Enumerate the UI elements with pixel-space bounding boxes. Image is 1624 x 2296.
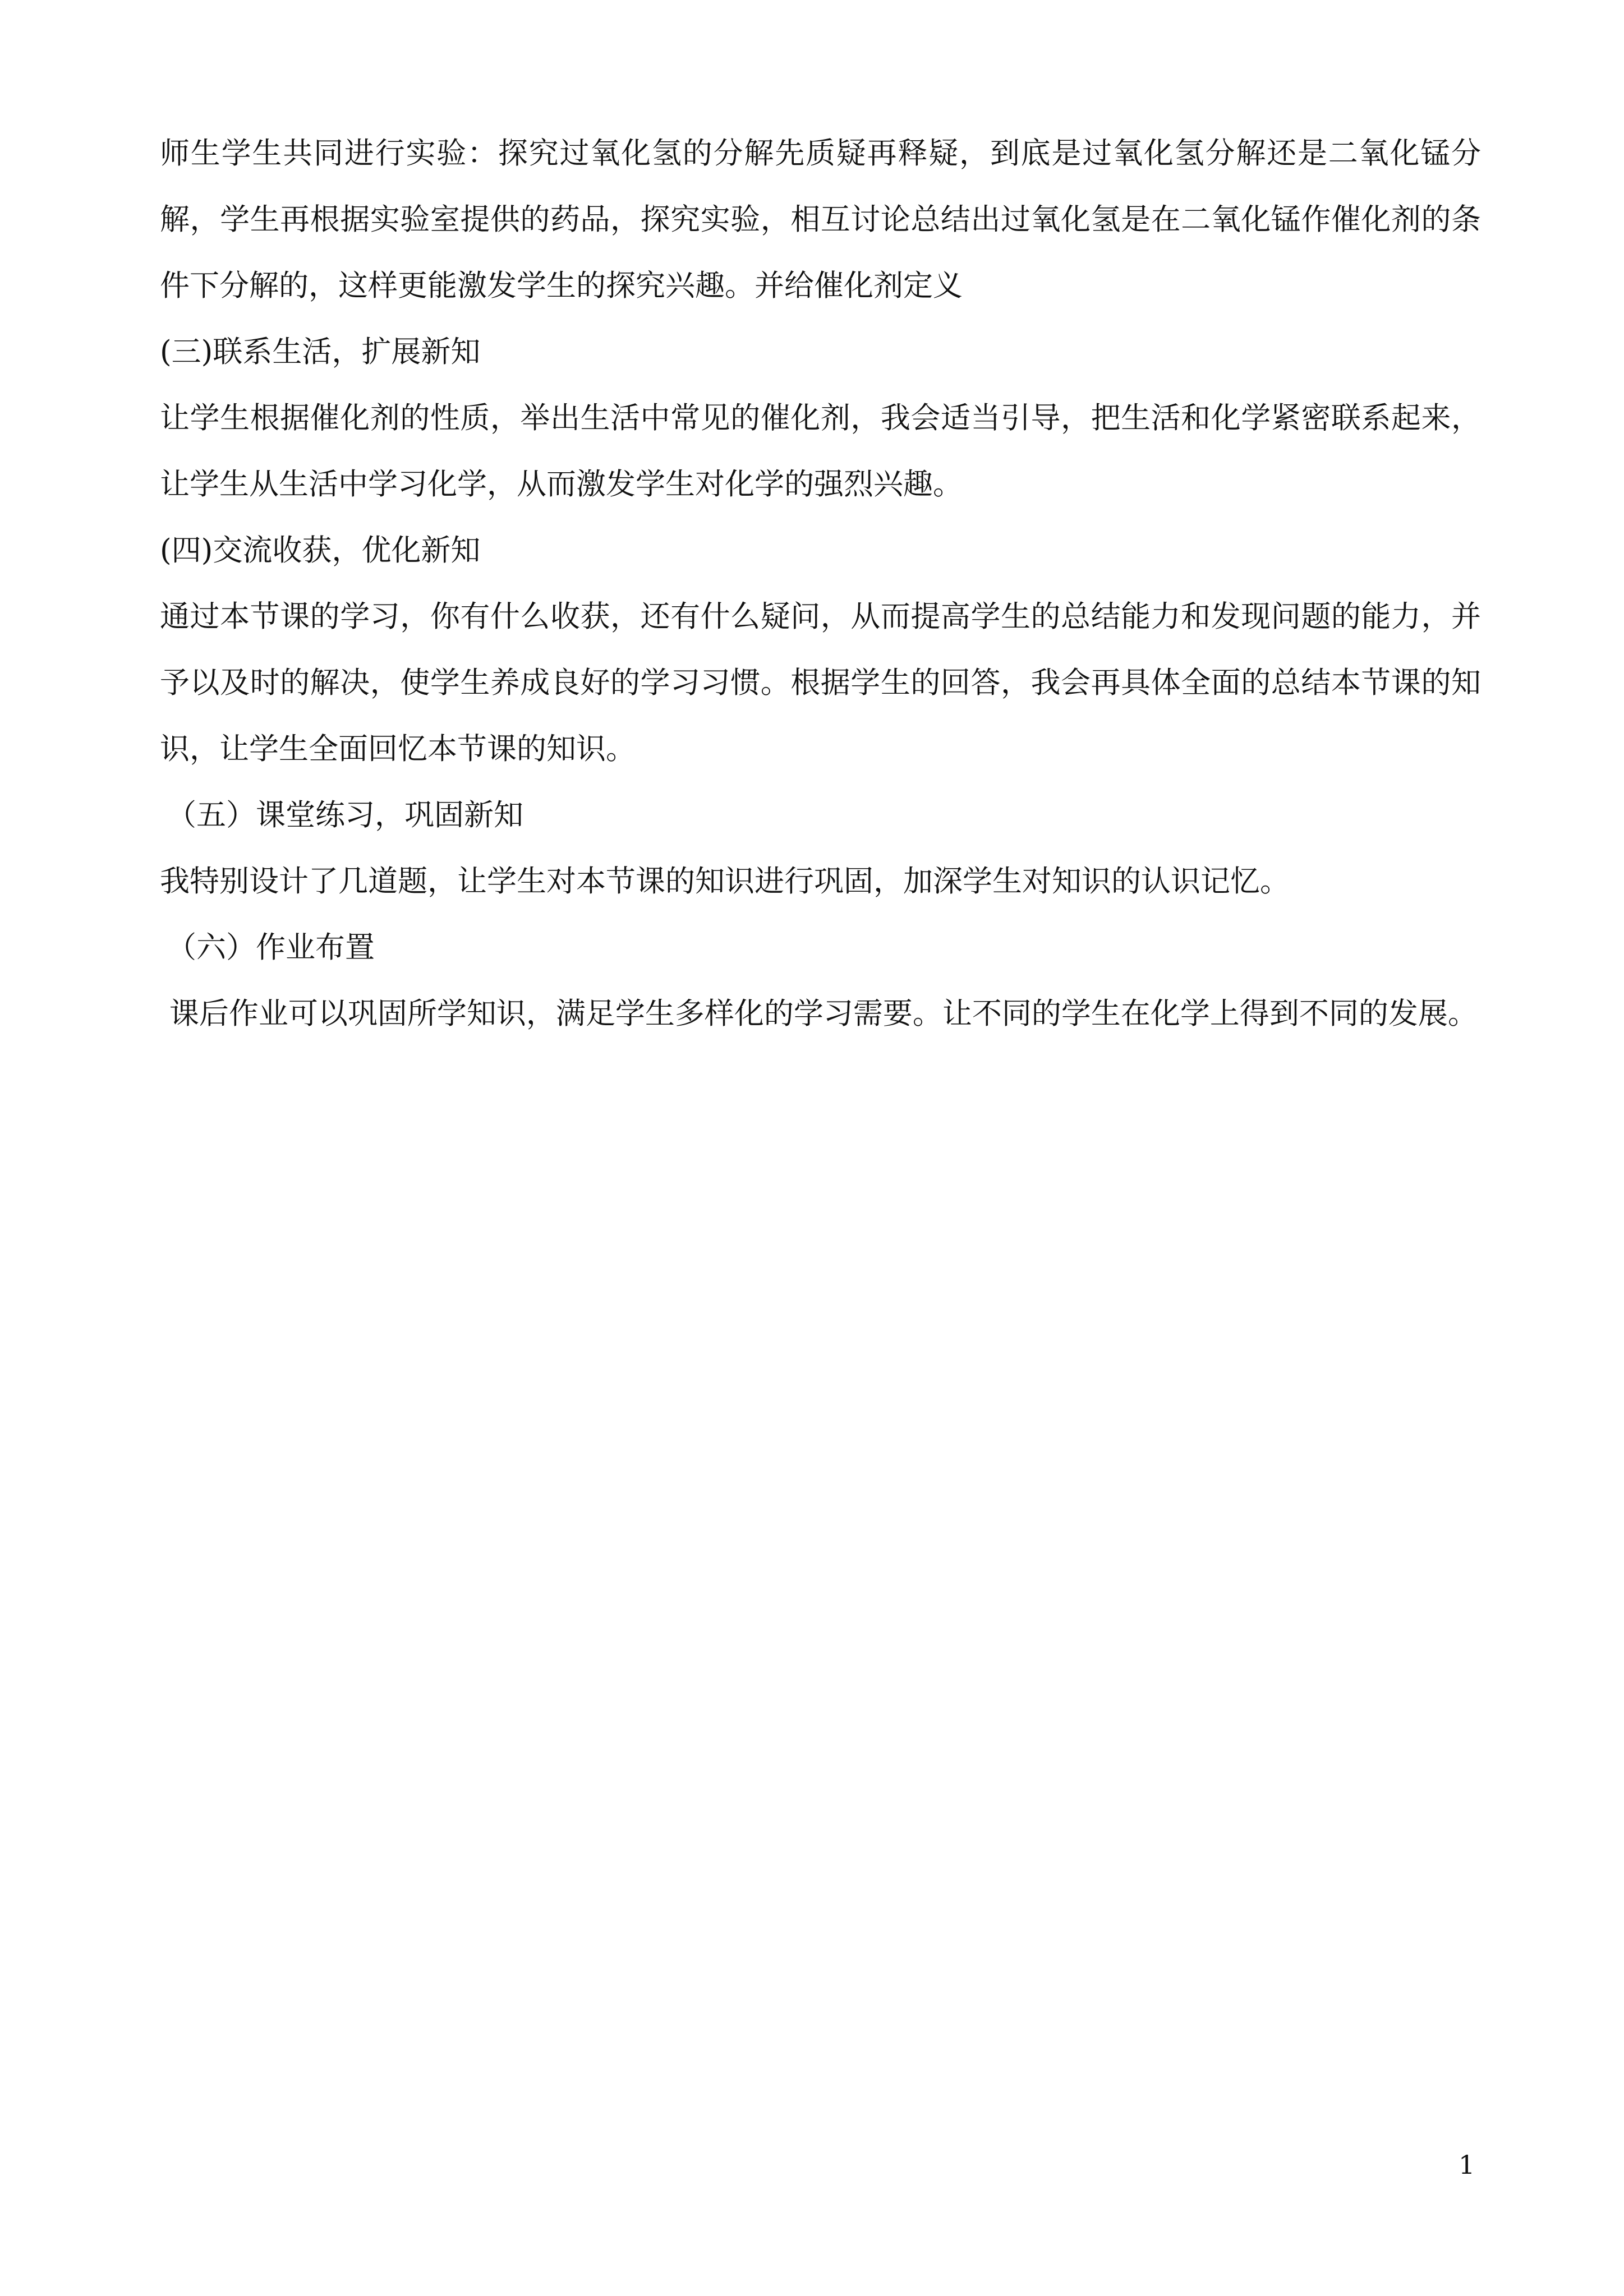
page-number: 1 [1459, 2150, 1475, 2180]
paragraph-summary: 通过本节课的学习，你有什么收获，还有什么疑问，从而提高学生的总结能力和发现问题的能力，并予以及时的解决，使学生养成良好的学习习惯。根据学生的回答，我会再具体全面的总结本节课的知识，让学生全面回忆本节课的知识。 [160, 600, 1481, 766]
document-body [160, 121, 1481, 1047]
paragraph-life-connection: 让学生根据催化剂的性质，举出生活中常见的催化剂，我会适当引导，把生活和化学紧密联系起来，让学生从生活中学习化学，从而激发学生对化学的强烈兴趣。 [160, 401, 1481, 501]
paragraph-homework: 课后作业可以巩固所学知识，满足学生多样化的学习需要。让不同的学生在化学上得到不同的发展。 [160, 997, 1478, 1031]
section-heading-5: （五）课堂练习，巩固新知 [167, 798, 523, 832]
section-heading-6: （六）作业布置 [167, 930, 375, 965]
section-heading-3: (三)联系生活，扩展新知 [160, 335, 481, 369]
paragraph-experiment: 师生学生共同进行实验：探究过氧化氢的分解先质疑再释疑，到底是过氧化氢分解还是二氧化锰分解，学生再根据实验室提供的药品，探究实验，相互讨论总结出过氧化氢是在二氧化锰作催化剂的条件下分解的，这样更能激发学生的探究兴趣。并给催化剂定义 [160, 136, 1481, 303]
section-heading-4: (四)交流收获，优化新知 [160, 533, 481, 568]
paragraph-practice: 我特别设计了几道题，让学生对本节课的知识进行巩固，加深学生对知识的认识记忆。 [160, 864, 1290, 898]
